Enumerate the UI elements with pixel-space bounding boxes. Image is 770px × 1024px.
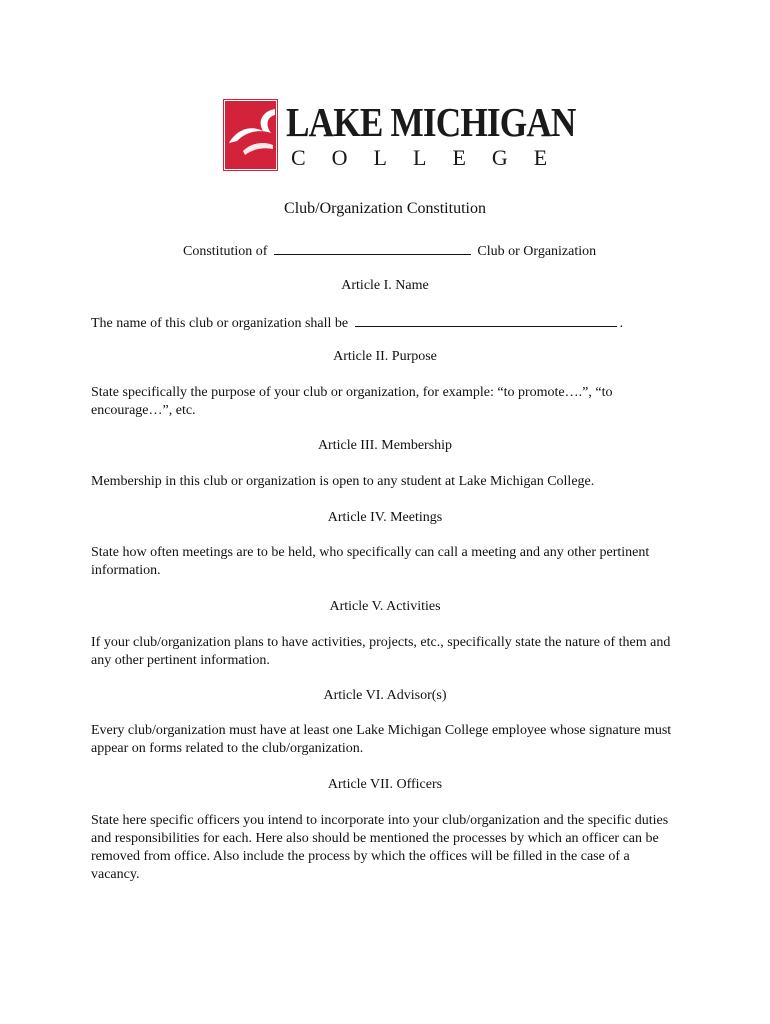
article-3-text: Membership in this club or organization is open to any student at Lake Michigan College.: [91, 474, 595, 489]
article-1-text: [91, 312, 681, 333]
club-name-blank[interactable]: [274, 240, 471, 255]
logo-wordmark: LAKE MICHIGAN: [286, 99, 576, 145]
article-2-text: State specifically the purpose of your club or organization, for example: “to promote….”, “to encourage…”, etc.: [91, 385, 613, 418]
college-logo: [223, 99, 575, 173]
constitution-of-line: [183, 240, 596, 261]
article-1-text-suffix: .: [619, 316, 624, 331]
article-7-text: State here specific officers you intend to incorporate into your club/organization and the specific duties and responsibilities for each. Here also should be mentioned the processes by which an officer can be removed from office. Also include the process by which the offices will be filled in the case of a vacancy.: [91, 813, 669, 882]
article-2-heading: Article II. Purpose: [333, 349, 437, 364]
article-6-heading: Article VI. Advisor(s): [323, 688, 447, 703]
article-5-text: If your club/organization plans to have activities, projects, etc., specifically state the nature of them and any other pertinent information.: [91, 635, 671, 668]
article-1-text-prefix: The name of this club or organization shall be: [91, 316, 349, 331]
organization-name-blank[interactable]: [355, 312, 617, 327]
document-title: Club/Organization Constitution: [284, 200, 486, 217]
article-3-heading: Article III. Membership: [317, 438, 453, 453]
constitution-suffix: Club or Organization: [477, 244, 597, 259]
article-4-heading: Article IV. Meetings: [327, 510, 443, 525]
article-1-heading: Article I. Name: [341, 278, 429, 293]
article-4-text: State how often meetings are to be held, who specifically can call a meeting and any other pertinent information.: [91, 545, 650, 578]
wave-logo-icon: [223, 99, 278, 171]
logo-subtitle: COLLEGE: [291, 145, 574, 170]
article-7-heading: Article VII. Officers: [327, 777, 443, 792]
article-6-text: Every club/organization must have at least one Lake Michigan College employee whose signature must appear on forms related to the club/organization.: [91, 723, 672, 756]
constitution-prefix: Constitution of: [183, 244, 268, 259]
article-5-heading: Article V. Activities: [329, 599, 441, 614]
